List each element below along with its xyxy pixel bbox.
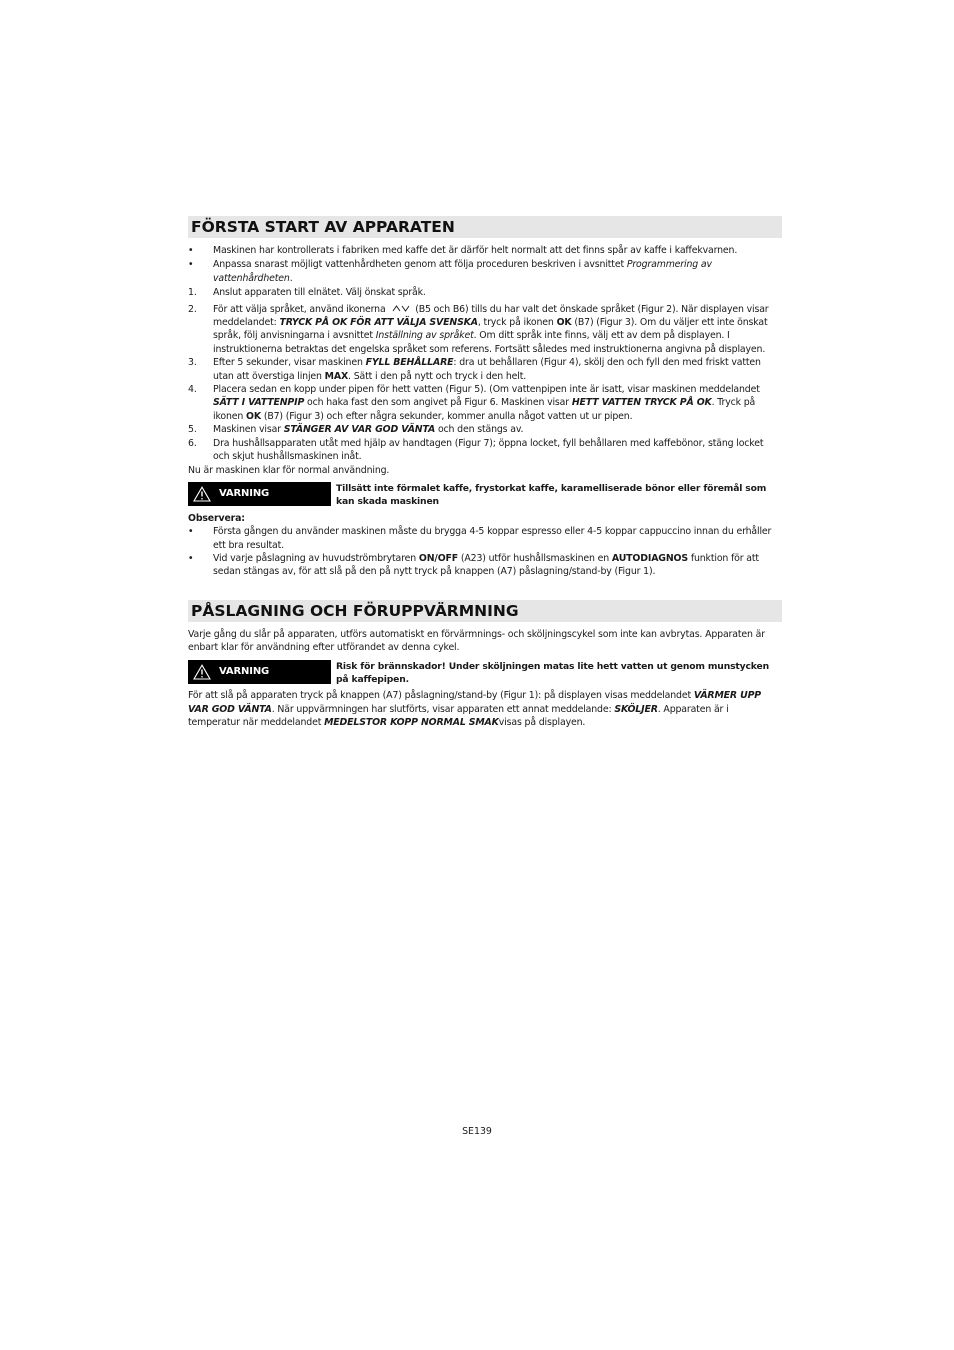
warning-triangle-icon <box>193 664 211 680</box>
step-1: 1. Anslut apparaten till elnätet. Välj önskat språk. <box>188 287 426 299</box>
list-item: • Första gången du använder maskinen måste du brygga 4-5 koppar espresso eller 4-5 koppar cappuccino innan du erhåller ett bra resultat. <box>188 526 772 551</box>
observe-title: Observera: <box>188 512 245 524</box>
step-3: 3. Efter 5 sekunder, visar maskinen FYLL BEHÅLLARE: dra ut behållaren (Figur 4), skölj den och fyll den med friskt vatten utan att överstiga linjen MAX. Sätt i den på nytt och tryck i den helt. <box>188 357 761 382</box>
step-6: 6. Dra hushållsapparaten utåt med hjälp av handtagen (Figur 7); öppna locket, fyll behållaren med kaffebönor, stäng locket och skjut hushållsmaskinen inåt. <box>188 437 764 463</box>
list-item: • Anpassa snarast möjligt vattenhårdheten genom att följa proceduren beskriven i avsnittet Programmering av vattenhårdheten. <box>188 259 712 284</box>
list-item: • Vid varje påslagning av huvudströmbrytaren ON/OFF (A23) utför hushållsmaskinen en AUTODIAGNOS funktion för att sedan stängas av, för att slå på den på nytt tryck på knappen (A7) påslagning/stand-by (Figur 1). <box>188 552 759 578</box>
page-number: SE139 <box>462 1126 492 1137</box>
ready-note: Nu är maskinen klar för normal användning. <box>188 464 390 476</box>
warning-label: VARNING <box>188 482 331 506</box>
section-title: FÖRSTA START AV APPARATEN <box>191 218 455 236</box>
warning-box <box>188 660 782 687</box>
section-heading-first-start <box>188 216 782 238</box>
intro-paragraph: Varje gång du slår på apparaten, utförs automatiskt en förvärmnings- och sköljningscykel som inte kan avbrytas. Apparaten är enbart klar för användning efter utförandet av denna cykel. <box>188 628 765 654</box>
document-body <box>188 216 782 730</box>
warning-box <box>188 482 782 509</box>
warning-triangle-icon <box>193 486 211 502</box>
step-2: 2. För att välja språket, använd ikonerna (B5 och B6) tills du har valt det önskade språket (Figur 2). När displayen visar meddelandet: TRYCK PÅ OK FÖR ATT VÄLJA SVENSKA, tryck på ikonen OK (B7) (Figur 3). Om du väljer ett inte önskat språk, följ anvisningarna i avsnittet Inställning av språket. Om ditt språk inte finns, välj ett av dem på displayen. I instruktionerna betraktas det engelska språket som referens. Fortsätt således med instruktionerna angivna på displayen. <box>188 303 769 355</box>
step-5: 5. Maskinen visar STÄNGER AV VAR GOD VÄNTA och den stängs av. <box>188 424 524 436</box>
warning-label: VARNING <box>188 660 331 684</box>
section-title: PÅSLAGNING OCH FÖRUPPVÄRMNING <box>191 601 519 620</box>
up-down-arrows-icon <box>392 304 410 313</box>
warning-text: Risk för brännskador! Under sköljningen matas lite hett vatten ut genom munstycken på kaffepipen. <box>336 660 769 685</box>
list-item: • Maskinen har kontrollerats i fabriken med kaffe det är därför helt normalt att det finns spår av kaffe i kaffekvarnen. <box>188 245 738 256</box>
step-4: 4. Placera sedan en kopp under pipen för hett vatten (Figur 5). (Om vattenpipen inte är isatt, visar maskinen meddelandet SÄTT I VATTENPIP och haka fast den som angivet på Figur 6. Maskinen visar HETT VATTEN TRYCK PÅ OK. Tryck på ikonen OK (B7) (Figur 3) och efter några sekunder, kommer anulla något vatten ut ur pipen. <box>188 384 760 422</box>
power-on-paragraph: För att slå på apparaten tryck på knappen (A7) påslagning/stand-by (Figur 1): på displayen visas meddelandet VÄRMER UPP VAR GOD VÄNTA. När uppvärmningen har slutförts, visar apparaten ett annat meddelande: SKÖLJER. Apparaten är i temperatur när meddelandet MEDELSTOR KOPP NORMAL SMAKvisas på displayen. <box>188 690 762 729</box>
section-heading-power-on <box>188 600 782 622</box>
warning-text: Tillsätt inte förmalet kaffe, frystorkat kaffe, karamelliserade bönor eller föremål som kan skada maskinen <box>336 482 767 508</box>
